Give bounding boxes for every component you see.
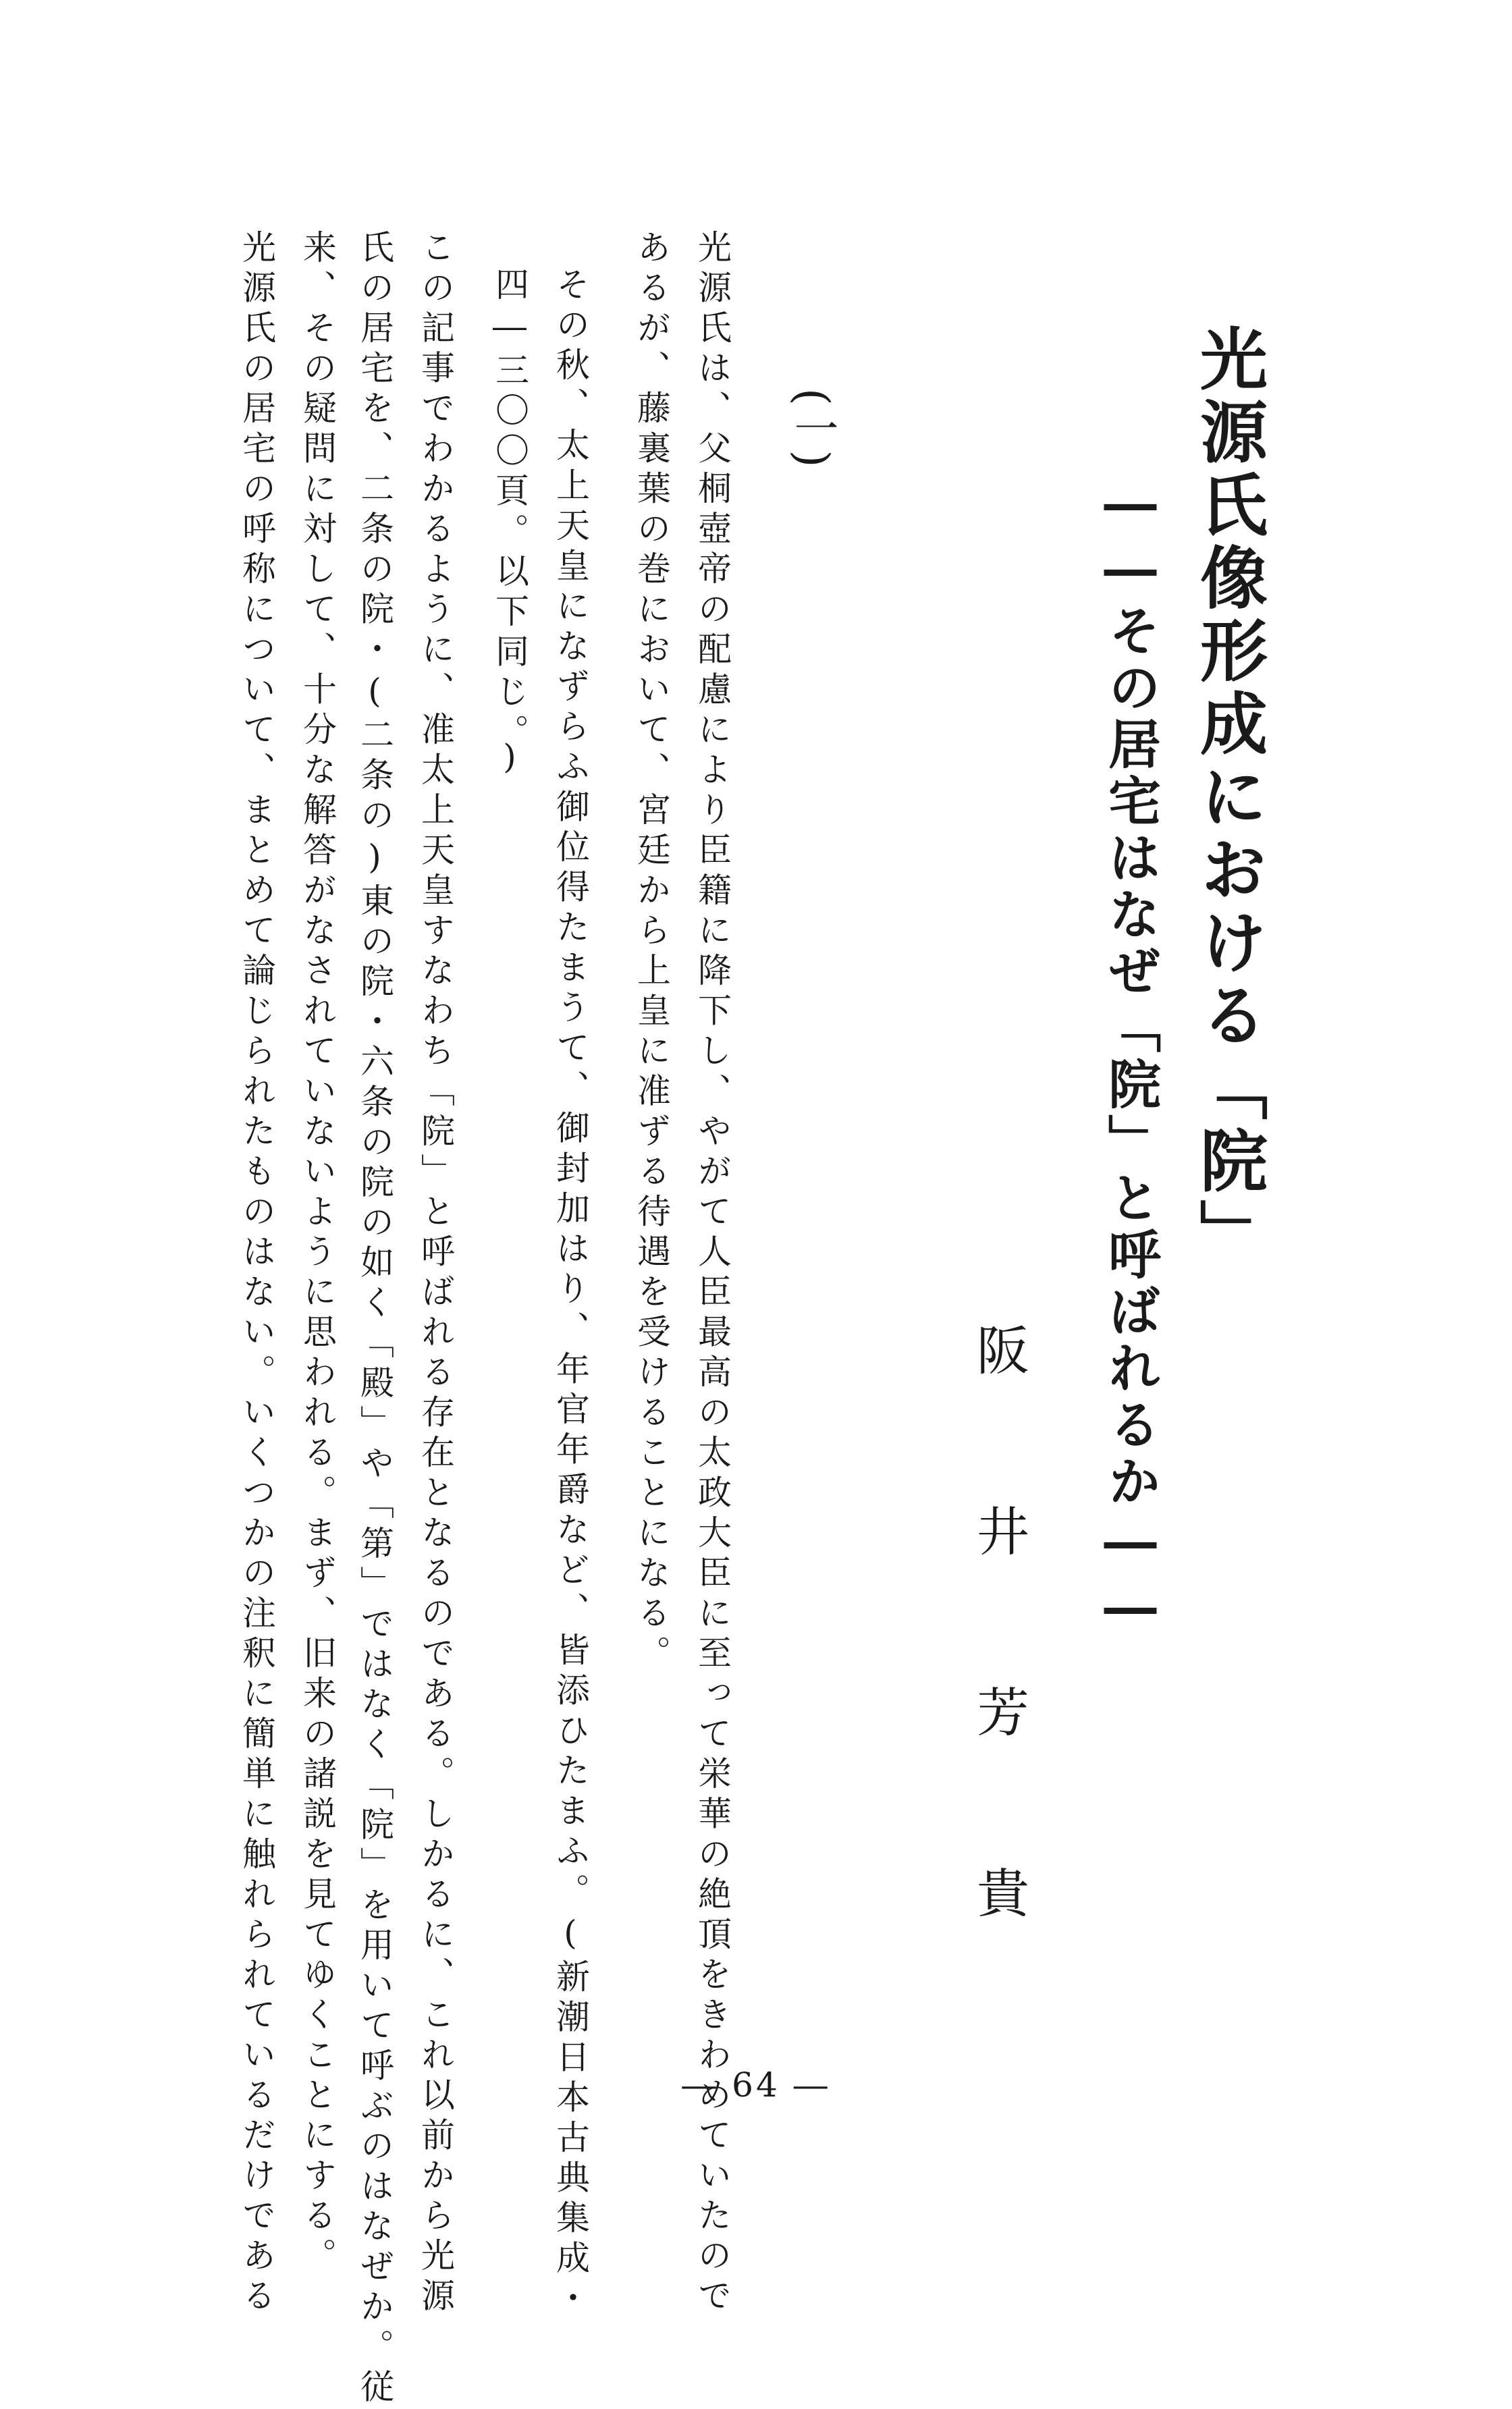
paper-subtitle: ――その居宅はなぜ「院」と呼ばれるか―― — [1100, 472, 1161, 1642]
body-column-8: 光源氏の居宅の呼称について、まとめて論じられたものはない。いくつかの注釈に簡単に触れられているだけである — [237, 229, 276, 2318]
body-column-7: 来、その疑問に対して、十分な解答がなされていないように思われる。まず、旧来の諸説を見てゆくことにする。 — [298, 229, 337, 2278]
quote-column-1: その秋、太上天皇になずらふ御位得たまうて、御封加はり、年官年爵など、皆添ひたまふ。(新潮日本古典集成・ — [551, 267, 590, 2321]
paper-title: 光源氏像形成における「院」 — [1189, 324, 1268, 1272]
body-column-2: あるが、藤裏葉の巻において、宮廷から上皇に准ずる待遇を受けることになる。 — [632, 229, 671, 1675]
author-name: 阪井芳貴 — [968, 1323, 1029, 2047]
body-column-5: この記事でわかるように、准太上天皇すなわち「院」と呼ばれる存在となるのである。しかるに、これ以前から光源 — [416, 229, 455, 2318]
body-column-1: 光源氏は、父桐壺帝の配慮により臣籍に降下し、やがて人臣最高の太政大臣に至って栄華の絶頂をきわめていたので — [693, 229, 732, 2318]
section-number: (一) — [786, 388, 838, 468]
page-number: ― 64 ― — [682, 2065, 830, 2105]
body-column-6: 氏の居宅を、二条の院・(二条の)東の院・六条の院の如く「殿」や「第」ではなく「院」を用いて呼ぶのはなぜか。従 — [355, 229, 394, 2409]
quote-column-2: 四―三〇〇頁。以下同じ。) — [490, 267, 529, 783]
